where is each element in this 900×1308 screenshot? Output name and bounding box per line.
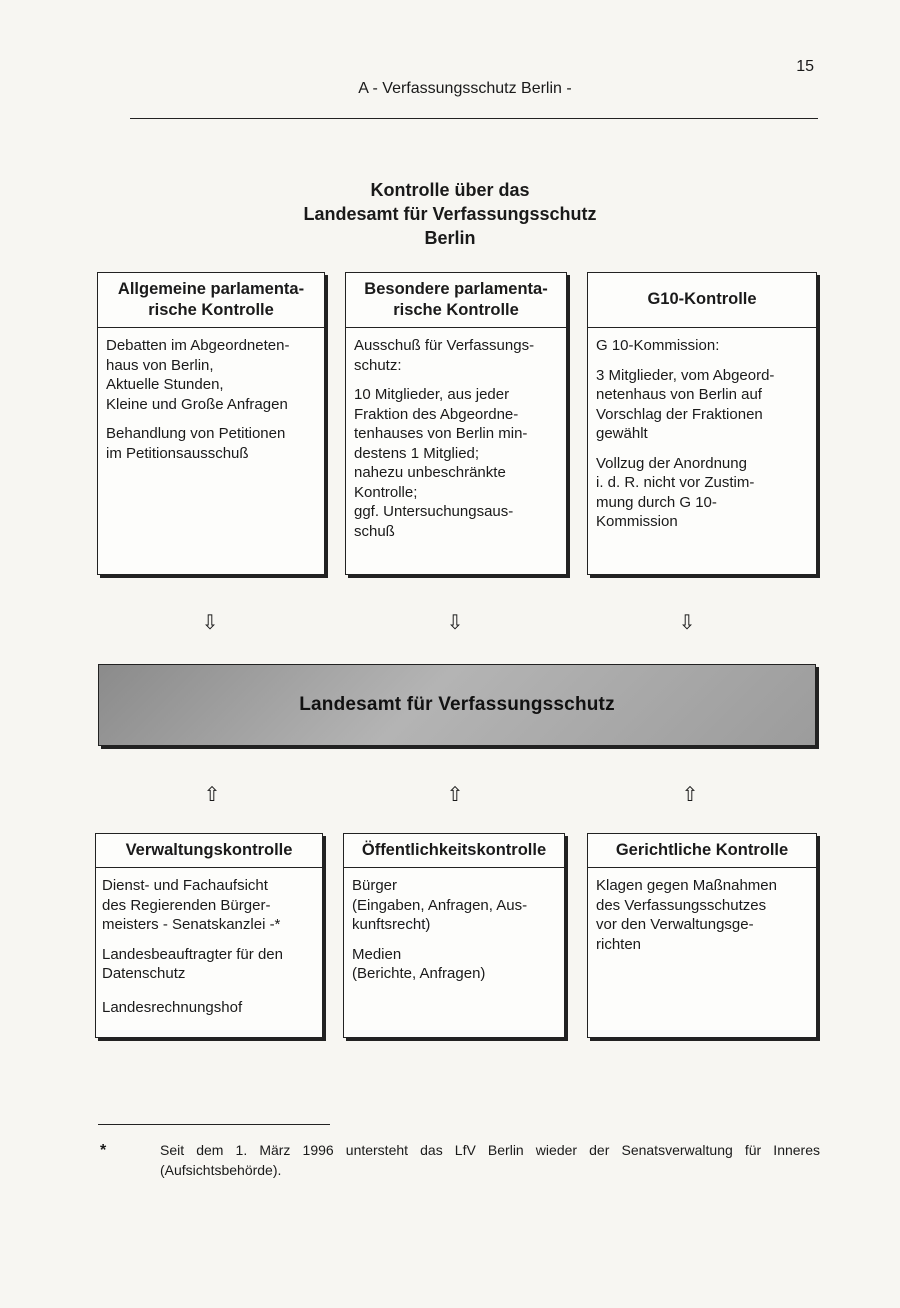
arrow-down-icon: ⇩	[678, 612, 696, 634]
box-paragraph: Behandlung von Petitionen im Petitionsausschuß	[106, 425, 286, 462]
box-title: G10-Kontrolle	[588, 273, 816, 328]
banner-label: Landesamt für Verfassungsschutz	[299, 694, 615, 715]
box-paragraph: 10 Mitglieder, aus jeder Fraktion des Abgeordne- tenhauses von Berlin min- destens 1 Mitglied; nahezu unbeschränkte Kontrolle; ggf. Untersuchungsaus- schuß	[354, 386, 528, 540]
box-paragraph: Medien (Berichte, Anfragen)	[352, 945, 486, 982]
box-paragraph: Landesbeauftragter für den Datenschutz	[102, 945, 283, 982]
footnote-text: Seit dem 1. März 1996 untersteht das LfV Berlin wieder der Senatsverwaltung für Inneres (Aufsichtsbehörde).	[160, 1142, 820, 1178]
box-judicial-control	[587, 833, 817, 1038]
arrow-up-icon: ⇧	[203, 784, 221, 806]
box-body	[98, 328, 324, 469]
box-paragraph: Bürger (Eingaben, Anfragen, Aus- kunftsrecht)	[352, 877, 528, 933]
box-paragraph: Debatten im Abgeordneten- haus von Berlin, Aktuelle Stunden, Kleine und Große Anfragen	[106, 337, 290, 413]
running-head: A - Verfassungsschutz Berlin -	[358, 80, 572, 97]
box-body	[588, 328, 816, 538]
center-banner	[98, 664, 816, 746]
box-body	[96, 868, 322, 1023]
box-body	[346, 328, 566, 547]
page-title: Kontrolle über das Landesamt für Verfassungsschutz Berlin	[303, 180, 597, 248]
box-paragraph: Dienst- und Fachaufsicht des Regierenden Bürger- meisters - Senatskanzlei -*	[102, 877, 281, 933]
footnote-rule	[98, 1124, 330, 1125]
box-public-control	[343, 833, 565, 1038]
box-paragraph: Ausschuß für Verfassungs- schutz:	[354, 337, 535, 374]
page-number: 15	[796, 58, 814, 75]
box-paragraph: Landesrechnungshof	[102, 998, 243, 1016]
box-g10-control	[587, 272, 817, 575]
box-title: Besondere parlamenta- rische Kontrolle	[346, 273, 566, 328]
box-general-parliamentary-control	[97, 272, 325, 575]
box-body	[588, 868, 816, 960]
header-rule	[130, 118, 818, 119]
arrow-up-icon: ⇧	[681, 784, 699, 806]
box-paragraph: Vollzug der Anordnung i. d. R. nicht vor Zustim- mung durch G 10- Kommission	[596, 454, 755, 530]
footnote-marker: *	[100, 1142, 107, 1159]
box-special-parliamentary-control	[345, 272, 567, 575]
box-administrative-control	[95, 833, 323, 1038]
box-title: Öffentlichkeitskontrolle	[344, 834, 564, 868]
arrow-down-icon: ⇩	[201, 612, 219, 634]
box-title: Allgemeine parlamenta- rische Kontrolle	[98, 273, 324, 328]
box-title: Verwaltungskontrolle	[96, 834, 322, 868]
box-body	[344, 868, 564, 990]
box-paragraph: G 10-Kommission:	[596, 337, 720, 354]
arrow-down-icon: ⇩	[446, 612, 464, 634]
box-title: Gerichtliche Kontrolle	[588, 834, 816, 868]
box-paragraph: Klagen gegen Maßnahmen des Verfassungsschutzes vor den Verwaltungsge- richten	[596, 877, 777, 953]
arrow-up-icon: ⇧	[446, 784, 464, 806]
box-paragraph: 3 Mitglieder, vom Abgeord- netenhaus von Berlin auf Vorschlag der Fraktionen gewählt	[596, 366, 775, 442]
